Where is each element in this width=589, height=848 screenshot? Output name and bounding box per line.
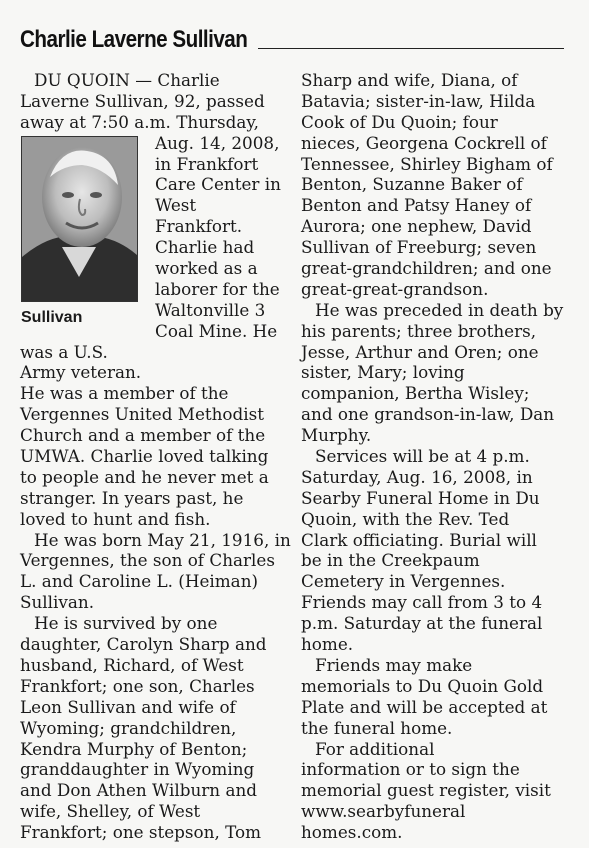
text-line: Quoin, with the Rev. Ted: [301, 508, 510, 529]
text-line: Coal Mine. He: [155, 320, 278, 341]
left-column-bottom-lines: [20, 383, 291, 843]
text-line: great-grandchildren; and one: [301, 258, 552, 279]
text-line: away at 7:50 a.m. Thursday,: [20, 111, 259, 132]
text-line: Batavia; sister-in-law, Hilda: [301, 90, 536, 111]
portrait-illustration: [22, 137, 137, 301]
text-line: home.: [301, 634, 354, 655]
text-line: wife, Shelley, of West: [20, 801, 201, 822]
text-line: Vergennes United Methodist: [20, 404, 264, 425]
text-line: Waltonville 3: [155, 299, 266, 320]
text-line: daughter, Carolyn Sharp and: [20, 634, 267, 655]
left-column-top-lines: [20, 70, 280, 133]
text-line: be in the Creekpaum: [301, 550, 480, 571]
text-line: Cook of Du Quoin; four: [301, 111, 498, 132]
text-line: and one grandson-in-law, Dan: [301, 404, 555, 425]
text-line: Saturday, Aug. 16, 2008, in: [301, 466, 533, 487]
text-line: homes.com.: [301, 822, 403, 843]
text-line: Frankfort.: [155, 216, 243, 237]
text-line: Jesse, Arthur and Oren; one: [301, 341, 539, 362]
obituary-headline: Charlie Laverne Sullivan: [20, 26, 248, 53]
text-line: Vergennes, the son of Charles: [20, 550, 275, 571]
text-line: Friends may call from 3 to 4: [301, 592, 543, 613]
text-line: Frankfort; one stepson, Tom: [20, 822, 262, 843]
headline-rule: [258, 48, 564, 49]
text-line: Charlie had: [155, 237, 255, 258]
photo-caption: Sullivan: [21, 308, 83, 326]
text-line: Searby Funeral Home in Du: [301, 487, 540, 508]
text-line: He is survived by one: [34, 613, 218, 634]
text-line: Wyoming; grandchildren,: [20, 717, 237, 738]
text-line: Sharp and wife, Diana, of: [301, 70, 518, 90]
text-line: West: [155, 195, 197, 216]
text-line: great-great-grandson.: [301, 278, 489, 299]
text-line: Cemetery in Vergennes.: [301, 571, 506, 592]
text-line: stranger. In years past, he: [20, 487, 244, 508]
text-line: in Frankfort: [155, 153, 259, 174]
text-line: Sullivan of Freeburg; seven: [301, 237, 537, 258]
text-line: companion, Bertha Wisley;: [301, 383, 530, 404]
text-line: Friends may make: [315, 654, 473, 675]
photo-block: [20, 136, 148, 326]
text-line: nieces, Georgena Cockrell of: [301, 132, 547, 153]
text-line: husband, Richard, of West: [20, 654, 244, 675]
text-line: Aug. 14, 2008,: [155, 132, 280, 153]
text-line: Murphy.: [301, 425, 372, 446]
text-line: information or to sign the: [301, 759, 520, 780]
text-line: was a U.S.: [20, 341, 108, 362]
text-line: Sullivan.: [20, 592, 95, 613]
text-line: p.m. Saturday at the funeral: [301, 613, 543, 634]
text-line: Leon Sullivan and wife of: [20, 696, 236, 717]
portrait-photo: [21, 136, 138, 302]
text-line: DU QUOIN — Charlie: [34, 70, 220, 90]
text-line: He was born May 21, 1916, in: [34, 529, 291, 550]
text-line: and Don Athen Wilburn and: [20, 780, 257, 801]
text-line: Plate and will be accepted at: [301, 696, 548, 717]
text-line: UMWA. Charlie loved talking: [20, 446, 269, 467]
text-line: loved to hunt and fish.: [20, 508, 211, 529]
text-line: granddaughter in Wyoming: [20, 759, 255, 780]
text-line: Church and a member of the: [20, 425, 266, 446]
text-line: Kendra Murphy of Benton;: [20, 738, 248, 759]
text-line: Services will be at 4 p.m.: [315, 446, 530, 467]
text-line: Army veteran.: [20, 362, 142, 383]
text-line: Laverne Sullivan, 92, passed: [20, 90, 265, 111]
text-line: laborer for the: [155, 278, 280, 299]
text-line: his parents; three brothers,: [301, 320, 537, 341]
text-line: memorial guest register, visit: [301, 780, 551, 801]
text-line: www.searbyfuneral: [301, 801, 466, 822]
text-line: L. and Caroline L. (Heiman): [20, 571, 259, 592]
text-line: Frankfort; one son, Charles: [20, 675, 255, 696]
text-line: Benton, Suzanne Baker of: [301, 174, 523, 195]
text-line: to people and he never met a: [20, 466, 269, 487]
text-line: memorials to Du Quoin Gold: [301, 675, 544, 696]
text-line: Benton and Patsy Haney of: [301, 195, 532, 216]
text-line: Tennessee, Shirley Bigham of: [301, 153, 553, 174]
text-line: He was a member of the: [20, 383, 229, 404]
text-line: the funeral home.: [301, 717, 453, 738]
text-line: worked as a: [155, 258, 258, 279]
text-line: Care Center in: [155, 174, 281, 195]
right-column: [301, 70, 569, 843]
left-column: [20, 70, 291, 843]
text-line: Aurora; one nephew, David: [301, 216, 532, 237]
text-line: sister, Mary; loving: [301, 362, 465, 383]
text-line: For additional: [315, 738, 435, 759]
text-line: Clark officiating. Burial will: [301, 529, 537, 550]
text-line: He was preceded in death by: [315, 299, 564, 320]
